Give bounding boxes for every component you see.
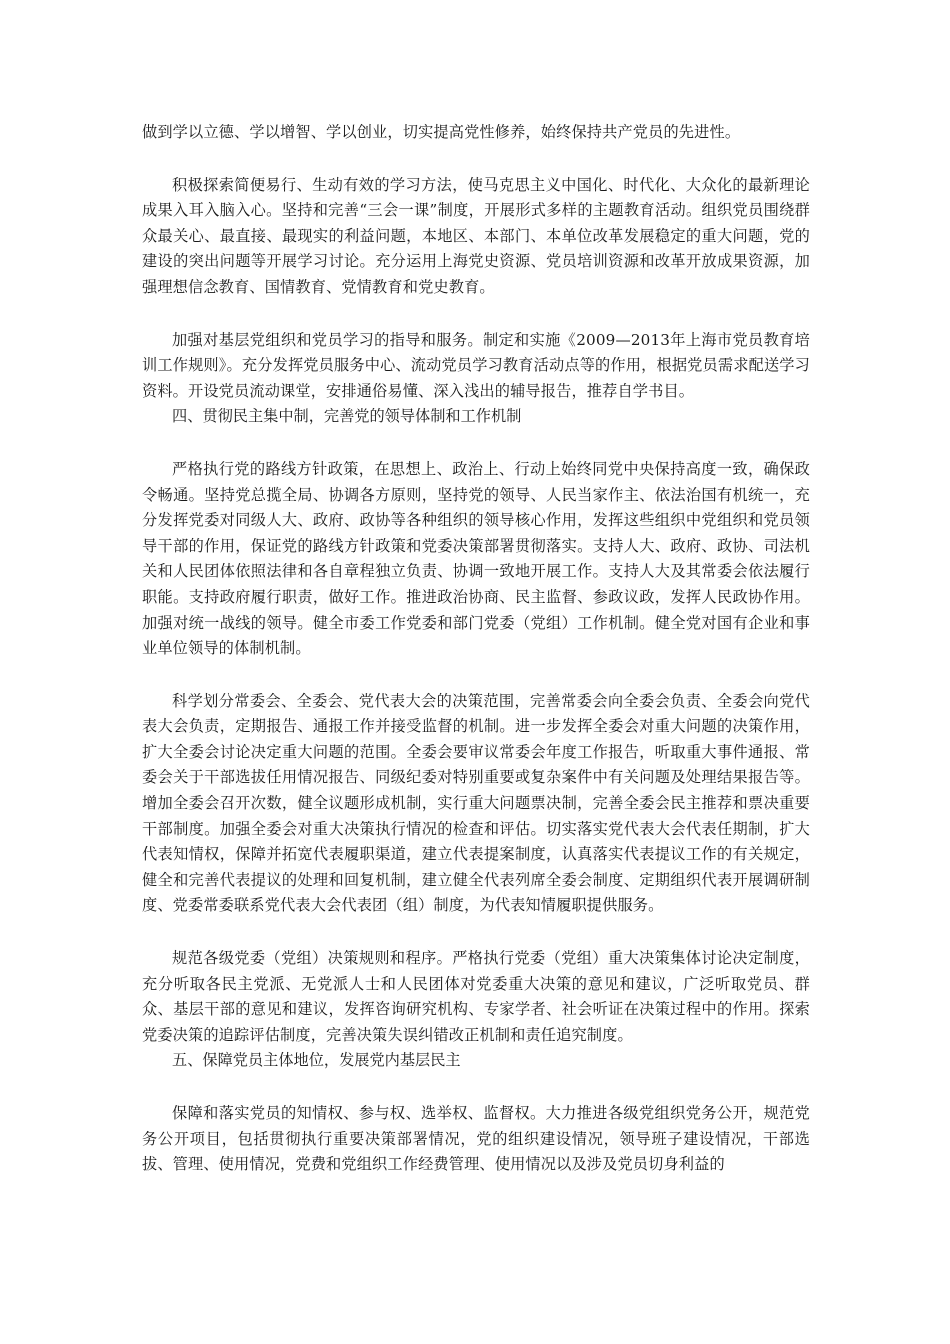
section-heading-5: 五、保障党员主体地位，发展党内基层民主 — [172, 1051, 461, 1070]
paragraph-study-guidance: 加强对基层党组织和党员学习的指导和服务。制定和实施《2009—2013年上海市党员教育培训工作规则》。充分发挥党员服务中心、流动党员学习教育活动点等的作用，根据党员需求配送学习资料。开设党员流动课堂，安排通俗易懂、深入浅出的辅导报告，推荐自学书目。 — [142, 330, 810, 400]
paragraph-decision-rules: 规范各级党委（党组）决策规则和程序。严格执行党委（党组）重大决策集体讨论决定制度，充分听取各民主党派、无党派人士和人民团体对党委重大决策的意见和建议，广泛听取党员、群众、基层干部的意见和建议，发挥咨询研究机构、专家学者、社会听证在决策过程中的作用。探索党委决策的追踪评估制度，完善决策失误纠错改正机制和责任追究制度。 — [142, 949, 810, 1044]
paragraph-continuation: 做到学以立德、学以增智、学以创业，切实提高党性修养，始终保持共产党员的先进性。 — [142, 123, 741, 141]
paragraph-study-methods: 积极探索简便易行、生动有效的学习方法，使马克思主义中国化、时代化、大众化的最新理论成果入耳入脑入心。坚持和完善“三会一课”制度，开展形式多样的主题教育活动。组织党员围绕群众最关心、最直接、最现实的利益问题，本地区、本部门、本单位改革发展稳定的重大问题，党的建设的突出问题等开展学习讨论。充分运用上海党史资源、党员培训资源和改革开放成果资源，加强理想信念教育、国情教育、党情教育和党史教育。 — [142, 175, 810, 296]
paragraph-decision-scope: 科学划分常委会、全委会、党代表大会的决策范围，完善常委会向全委会负责、全委会向党代表大会负责，定期报告、通报工作并接受监督的机制。进一步发挥全委会对重大问题的决策作用，扩大全委会讨论决定重大问题的范围。全委会要审议常委会年度工作报告，听取重大事件通报、常委会关于干部选拔任用情况报告、同级纪委对特别重要或复杂案件中有关问题及处理结果报告等。增加全委会召开次数，健全议题形成机制，实行重大问题票决制，完善全委会民主推荐和票决重要干部制度。加强全委会对重大决策执行情况的检查和评估。切实落实党代表大会代表任期制，扩大代表知情权，保障并拓宽代表履职渠道，建立代表提案制度，认真落实代表提议工作的有关规定，健全和完善代表提议的处理和回复机制，建立健全代表列席全委会制度、定期组织代表开展调研制度、党委常委联系党代表大会代表团（组）制度，为代表知情履职提供服务。 — [142, 691, 810, 915]
paragraph-party-line: 严格执行党的路线方针政策，在思想上、政治上、行动上始终同党中央保持高度一致，确保政令畅通。坚持党总揽全局、协调各方原则，坚持党的领导、人民当家作主、依法治国有机统一，充分发挥党委对同级人大、政府、政协等各种组织的领导核心作用，发挥这些组织中党组织和党员领导干部的作用，保证党的路线方针政策和党委决策部署贯彻落实。支持人大、政府、政协、司法机关和人民团体依照法律和各自章程独立负责、协调一致地开展工作。支持人大及其常委会依法履行职能。支持政府履行职责，做好工作。推进政治协商、民主监督、参政议政，发挥人民政协作用。加强对统一战线的领导。健全市委工作党委和部门党委（党组）工作机制。健全党对国有企业和事业单位领导的体制机制。 — [142, 459, 810, 658]
document-page — [142, 120, 810, 1178]
section-heading-4: 四、贯彻民主集中制，完善党的领导体制和工作机制 — [172, 407, 522, 426]
paragraph-member-rights: 保障和落实党员的知情权、参与权、选举权、监督权。大力推进各级党组织党务公开，规范党务公开项目，包括贯彻执行重要决策部署情况，党的组织建设情况，领导班子建设情况，干部选拔、管理、使用情况，党费和党组织工作经费管理、使用情况以及涉及党员切身利益的 — [142, 1104, 810, 1174]
